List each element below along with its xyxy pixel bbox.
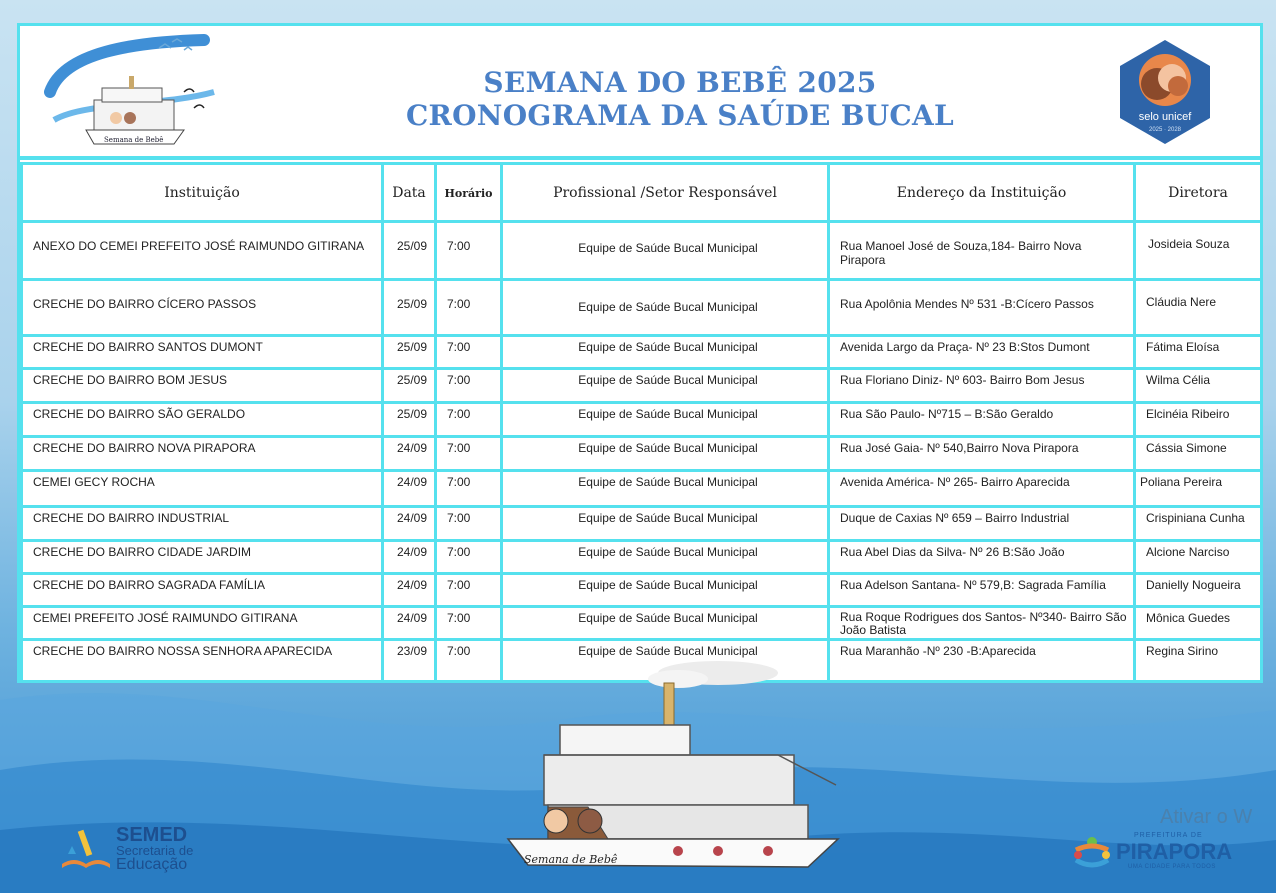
cell-professional: Equipe de Saúde Bucal Municipal [502, 222, 829, 280]
schedule-table [20, 162, 1263, 683]
semed-logo [58, 820, 238, 880]
cell-time: 7:00 [436, 607, 502, 640]
column-header-professional: Profissional /Setor Responsável [502, 164, 829, 222]
cell-address: Avenida América- Nº 265- Bairro Aparecida [829, 471, 1135, 507]
table-header-row [22, 164, 1262, 222]
cell-address: Rua Adelson Santana- Nº 579,B: Sagrada Família [829, 574, 1135, 607]
title-line-2: CRONOGRAMA DA SAÚDE BUCAL [405, 99, 955, 132]
cell-director: Alcione Narciso [1135, 541, 1262, 574]
cell-time: 7:00 [436, 403, 502, 437]
cell-director: Cláudia Nere [1135, 280, 1262, 336]
pirapora-slogan: UMA CIDADE PARA TODOS [1128, 864, 1216, 870]
activation-watermark: Ativar o W [1160, 806, 1253, 828]
cell-date: 24/09 [383, 574, 436, 607]
semed-title: SEMED [116, 824, 188, 846]
cell-director: Crispiniana Cunha [1135, 507, 1262, 541]
semed-subtitle-1: Secretaria de [116, 843, 194, 858]
cell-institution: CRECHE DO BAIRRO NOVA PIRAPORA [22, 437, 383, 471]
column-header-address: Endereço da Instituição [829, 164, 1135, 222]
table-row [22, 280, 1262, 336]
cell-address: Rua Roque Rodrigues dos Santos- Nº340- Bairro São João Batista [829, 607, 1135, 640]
cell-director: Cássia Simone [1135, 437, 1262, 471]
cell-address: Rua Manoel José de Souza,184- Bairro Nova Pirapora [829, 222, 1135, 280]
book-pencil-icon [58, 824, 114, 872]
cell-institution: CEMEI PREFEITO JOSÉ RAIMUNDO GITIRANA [22, 607, 383, 640]
cell-professional: Equipe de Saúde Bucal Municipal [502, 403, 829, 437]
semed-subtitle-2: Educação [116, 856, 188, 873]
unicef-label: selo unicef [1138, 111, 1192, 123]
cell-professional: Equipe de Saúde Bucal Municipal [502, 369, 829, 403]
left-logo-caption: Semana de Bebê [104, 136, 164, 144]
cell-date: 23/09 [383, 640, 436, 682]
column-header-director: Diretora [1135, 164, 1262, 222]
cell-address: Rua José Gaia- Nº 540,Bairro Nova Pirapora [829, 437, 1135, 471]
cell-professional: Equipe de Saúde Bucal Municipal [502, 336, 829, 369]
cell-professional: Equipe de Saúde Bucal Municipal [502, 607, 829, 640]
cell-director: Fátima Eloísa [1135, 336, 1262, 369]
table-row [22, 471, 1262, 507]
cell-time: 7:00 [436, 471, 502, 507]
cell-institution: CEMEI GECY ROCHA [22, 471, 383, 507]
pirapora-logo [1072, 832, 1252, 876]
cell-date: 24/09 [383, 471, 436, 507]
table-row [22, 574, 1262, 607]
semana-do-bebe-boat-logo [44, 32, 218, 150]
pirapora-name: PIRAPORA [1116, 839, 1233, 864]
cell-time: 7:00 [436, 640, 502, 682]
table-row [22, 607, 1262, 640]
cell-director: Josideia Souza [1135, 222, 1262, 280]
unicef-years: 2025 · 2028 [1148, 127, 1182, 133]
cell-institution: CRECHE DO BAIRRO SAGRADA FAMÍLIA [22, 574, 383, 607]
pirapora-prefix: PREFEITURA DE [1134, 832, 1203, 839]
column-header-date: Data [383, 164, 436, 222]
cell-institution: CRECHE DO BAIRRO SANTOS DUMONT [22, 336, 383, 369]
cell-director: Regina Sirino [1135, 640, 1262, 682]
table-row [22, 541, 1262, 574]
cell-professional: Equipe de Saúde Bucal Municipal [502, 507, 829, 541]
boat-caption: Semana de Bebê [524, 853, 618, 866]
cell-institution: CRECHE DO BAIRRO NOSSA SENHORA APARECIDA [22, 640, 383, 682]
cell-institution: CRECHE DO BAIRRO BOM JESUS [22, 369, 383, 403]
table-row [22, 403, 1262, 437]
cell-institution: CRECHE DO BAIRRO CIDADE JARDIM [22, 541, 383, 574]
cell-time: 7:00 [436, 574, 502, 607]
cell-time: 7:00 [436, 507, 502, 541]
cell-date: 25/09 [383, 369, 436, 403]
cell-time: 7:00 [436, 336, 502, 369]
cell-time: 7:00 [436, 369, 502, 403]
table-row [22, 507, 1262, 541]
page-title [320, 66, 1040, 132]
cell-date: 24/09 [383, 541, 436, 574]
cell-address: Rua Apolônia Mendes Nº 531 -B:Cícero Passos [829, 280, 1135, 336]
cell-professional: Equipe de Saúde Bucal Municipal [502, 280, 829, 336]
cell-address: Rua Abel Dias da Silva- Nº 26 B:São João [829, 541, 1135, 574]
cell-professional: Equipe de Saúde Bucal Municipal [502, 541, 829, 574]
cell-professional: Equipe de Saúde Bucal Municipal [502, 471, 829, 507]
cell-date: 25/09 [383, 280, 436, 336]
cell-date: 25/09 [383, 336, 436, 369]
poster-header [20, 26, 1260, 160]
schedule-poster [17, 23, 1263, 683]
selo-unicef-logo [1112, 38, 1218, 146]
cell-address: Rua Maranhão -Nº 230 -B:Aparecida [829, 640, 1135, 682]
cell-director: Elcinéia Ribeiro [1135, 403, 1262, 437]
cell-institution: CRECHE DO BAIRRO SÃO GERALDO [22, 403, 383, 437]
steamboat-illustration [478, 655, 848, 883]
cell-date: 24/09 [383, 607, 436, 640]
column-header-time: Horário [436, 164, 502, 222]
cell-address: Avenida Largo da Praça- Nº 23 B:Stos Dumont [829, 336, 1135, 369]
cell-time: 7:00 [436, 541, 502, 574]
cell-time: 7:00 [436, 437, 502, 471]
cell-institution: CRECHE DO BAIRRO CÍCERO PASSOS [22, 280, 383, 336]
cell-institution: CRECHE DO BAIRRO INDUSTRIAL [22, 507, 383, 541]
title-line-1: SEMANA DO BEBÊ 2025 [483, 66, 877, 99]
cell-director: Mônica Guedes [1135, 607, 1262, 640]
table-row [22, 437, 1262, 471]
cell-professional: Equipe de Saúde Bucal Municipal [502, 640, 829, 682]
cell-professional: Equipe de Saúde Bucal Municipal [502, 574, 829, 607]
cell-institution: ANEXO DO CEMEI PREFEITO JOSÉ RAIMUNDO GITIRANA [22, 222, 383, 280]
cell-date: 25/09 [383, 222, 436, 280]
cell-director: Poliana Pereira [1135, 471, 1262, 507]
cell-professional: Equipe de Saúde Bucal Municipal [502, 437, 829, 471]
cell-address: Rua Floriano Diniz- Nº 603- Bairro Bom Jesus [829, 369, 1135, 403]
column-header-institution: Instituição [22, 164, 383, 222]
cell-date: 24/09 [383, 507, 436, 541]
table-row [22, 369, 1262, 403]
cell-director: Danielly Nogueira [1135, 574, 1262, 607]
cell-address: Duque de Caxias Nº 659 – Bairro Industrial [829, 507, 1135, 541]
cell-date: 24/09 [383, 437, 436, 471]
cell-time: 7:00 [436, 280, 502, 336]
cell-date: 25/09 [383, 403, 436, 437]
cell-director: Wilma Célia [1135, 369, 1262, 403]
cell-time: 7:00 [436, 222, 502, 280]
cell-address: Rua São Paulo- Nº715 – B:São Geraldo [829, 403, 1135, 437]
table-row [22, 222, 1262, 280]
pirapora-people-icon [1072, 836, 1112, 870]
table-row [22, 336, 1262, 369]
